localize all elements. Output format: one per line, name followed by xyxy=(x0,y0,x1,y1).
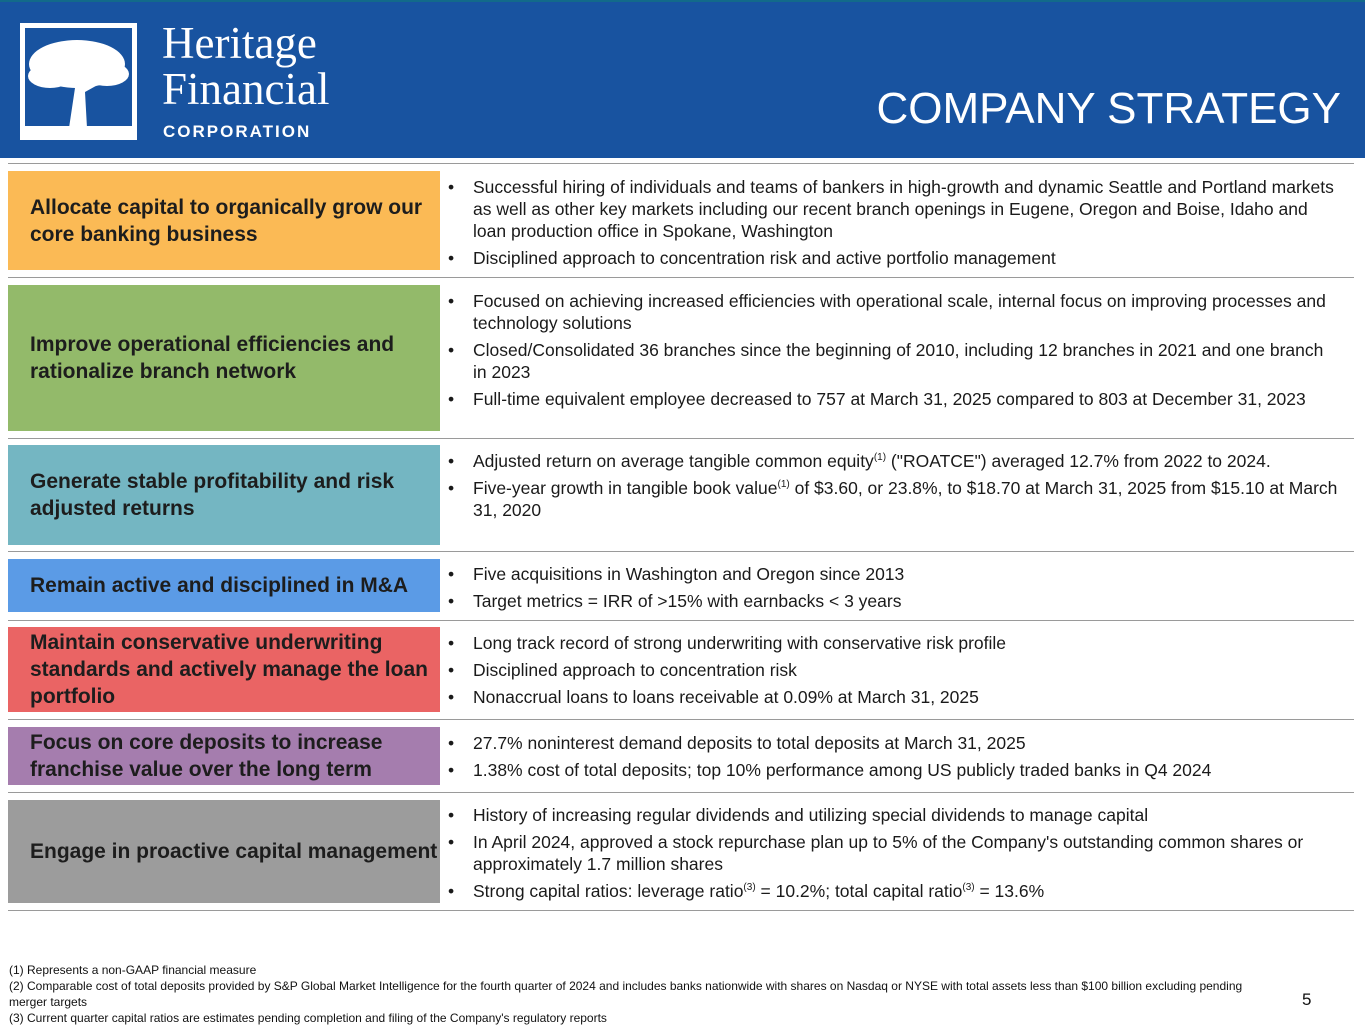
divider xyxy=(8,719,1354,720)
strategy-bullets xyxy=(448,563,1338,617)
bullet-item xyxy=(448,659,1338,681)
logo-wordmark: Heritage Financial xyxy=(162,18,330,114)
bullet-item xyxy=(448,759,1338,781)
page-title: COMPANY STRATEGY xyxy=(876,84,1341,133)
strategy-label: Remain active and disciplined in M&A xyxy=(8,559,440,612)
strategy-label: Generate stable profitability and risk adjusted returns xyxy=(8,445,440,545)
divider xyxy=(8,551,1354,552)
bullet-text: Closed/Consolidated 36 branches since the beginning of 2010, including 12 branches in 2021 and one branch in 2023 xyxy=(473,340,1324,382)
strategy-label: Allocate capital to organically grow our core banking business xyxy=(8,171,440,270)
bullet-text: 1.38% cost of total deposits; top 10% performance among US publicly traded banks in Q4 2024 xyxy=(473,760,1212,780)
header-banner xyxy=(0,0,1365,158)
strategy-label: Maintain conservative underwriting standards and actively manage the loan portfolio xyxy=(8,627,440,712)
bullet-text: Disciplined approach to concentration risk and active portfolio management xyxy=(473,248,1056,268)
divider xyxy=(8,792,1354,793)
bullet-item xyxy=(448,880,1338,902)
bullet-text: = 13.6% xyxy=(974,881,1045,901)
strategy-label: Improve operational efficiencies and rationalize branch network xyxy=(8,285,440,431)
strategy-bullets xyxy=(448,804,1338,907)
bullet-text: Nonaccrual loans to loans receivable at 0.09% at March 31, 2025 xyxy=(473,687,979,707)
footnote-ref: (1) xyxy=(873,452,887,464)
bullet-text: Five acquisitions in Washington and Oregon since 2013 xyxy=(473,564,905,584)
strategy-bullets xyxy=(448,732,1338,786)
bullet-item xyxy=(448,632,1338,654)
bullet-text: Successful hiring of individuals and teams of bankers in high-growth and dynamic Seattle and Portland markets as well as other key markets including our recent branch openings in Eugene, Oregon and Boise, Idaho and loan production office in Spokane, Washington xyxy=(473,177,1334,241)
bullet-item xyxy=(448,450,1338,472)
divider xyxy=(8,910,1354,911)
strategy-bullets xyxy=(448,290,1338,415)
bullet-item xyxy=(448,176,1338,242)
bullet-item xyxy=(448,590,1338,612)
logo-subtitle: CORPORATION xyxy=(163,122,312,141)
strategy-bullets xyxy=(448,176,1338,274)
bullet-item xyxy=(448,388,1338,410)
bullet-text: Disciplined approach to concentration risk xyxy=(473,660,797,680)
bullet-text: 27.7% noninterest demand deposits to total deposits at March 31, 2025 xyxy=(473,733,1026,753)
bullet-item xyxy=(448,339,1338,383)
bullet-item xyxy=(448,477,1338,521)
page-number: 5 xyxy=(1302,990,1312,1009)
strategy-label: Focus on core deposits to increase franchise value over the long term xyxy=(8,727,440,785)
bullet-text: ("ROATCE") averaged 12.7% from 2022 to 2024. xyxy=(886,451,1271,471)
footnotes xyxy=(9,962,1269,1026)
divider xyxy=(8,438,1354,439)
footnote-ref: (3) xyxy=(743,882,756,894)
bullet-text: Focused on achieving increased efficiencies with operational scale, internal focus on improving processes and technology solutions xyxy=(473,291,1326,333)
divider xyxy=(8,620,1354,621)
bullet-item xyxy=(448,563,1338,585)
footnote: (1) Represents a non-GAAP financial measure xyxy=(9,963,257,977)
bullet-text: Full-time equivalent employee decreased to 757 at March 31, 2025 compared to 803 at December 31, 2023 xyxy=(473,389,1306,409)
divider xyxy=(8,163,1354,164)
strategy-bullets xyxy=(448,632,1338,713)
strategy-label: Engage in proactive capital management xyxy=(8,800,440,903)
bullet-text: Five-year growth in tangible book value xyxy=(473,478,778,498)
footnote: (2) Comparable cost of total deposits provided by S&P Global Market Intelligence for the fourth quarter of 2024 and includes banks nationwide with shares on Nasdaq or NYSE with total assets less than $100 billion excluding pending merger targets xyxy=(9,979,1243,1009)
bullet-item xyxy=(448,686,1338,708)
bullet-text: Target metrics = IRR of >15% with earnbacks < 3 years xyxy=(473,591,902,611)
bullet-text: Adjusted return on average tangible common equity xyxy=(473,451,874,471)
footnote-ref: (1) xyxy=(777,479,790,491)
strategy-bullets xyxy=(448,450,1338,526)
bullet-text: In April 2024, approved a stock repurchase plan up to 5% of the Company's outstanding common shares or approximately 1.7 million shares xyxy=(473,832,1304,874)
divider xyxy=(8,277,1354,278)
bullet-text: Strong capital ratios: leverage ratio xyxy=(473,881,744,901)
bullet-item xyxy=(448,831,1338,875)
bullet-text: History of increasing regular dividends and utilizing special dividends to manage capital xyxy=(473,805,1149,825)
bullet-item xyxy=(448,290,1338,334)
bullet-item xyxy=(448,247,1338,269)
tree-logo-icon xyxy=(20,23,137,140)
footnote-ref: (3) xyxy=(962,882,975,894)
bullet-text: of $3.60, or 23.8%, to $18.70 at March 31, 2025 from $15.10 at March 31, 2020 xyxy=(473,478,1338,520)
bullet-text: Long track record of strong underwriting with conservative risk profile xyxy=(473,633,1007,653)
bullet-text: = 10.2%; total capital ratio xyxy=(755,881,963,901)
bullet-item xyxy=(448,732,1338,754)
bullet-item xyxy=(448,804,1338,826)
footnote: (3) Current quarter capital ratios are estimates pending completion and filing of the Company's regulatory reports xyxy=(9,1011,607,1025)
